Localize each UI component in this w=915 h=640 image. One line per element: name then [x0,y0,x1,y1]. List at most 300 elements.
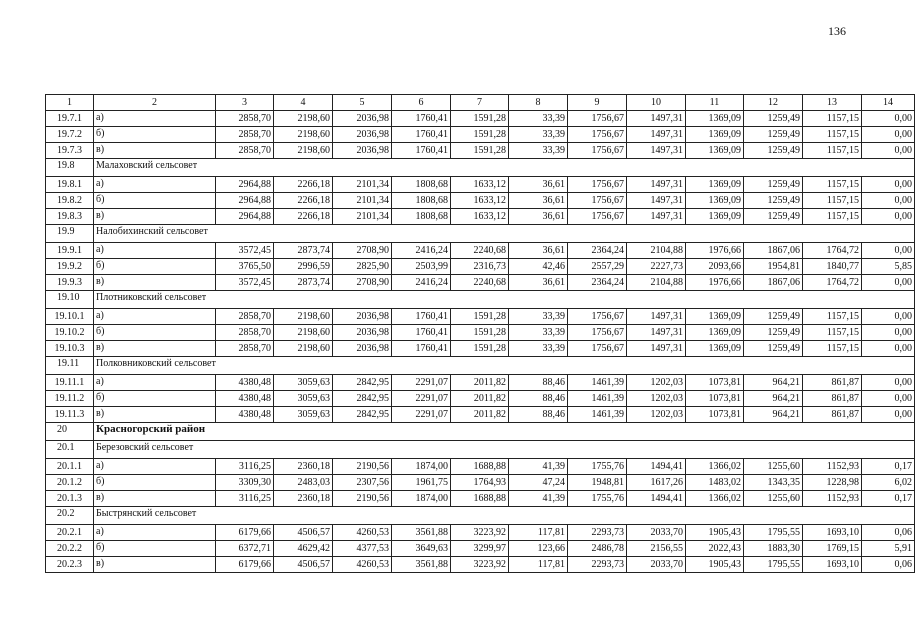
value-cell: 1259,49 [744,341,803,357]
value-cell: 1764,93 [451,475,509,491]
value-cell: 0,00 [862,341,915,357]
header-row [46,95,915,111]
value-cell: 2858,70 [216,309,274,325]
value-cell: 2198,60 [274,127,333,143]
row-number-cell: 20.1.3 [46,491,94,507]
value-cell: 3765,50 [216,259,274,275]
value-cell: 1755,76 [568,459,627,475]
value-cell: 1483,02 [686,475,744,491]
value-cell: 1905,43 [686,557,744,573]
value-cell: 1591,28 [451,341,509,357]
value-cell: 2101,34 [333,209,392,225]
value-cell: 123,66 [509,541,568,557]
value-cell: 1259,49 [744,209,803,225]
value-cell: 36,61 [509,193,568,209]
row-label-cell: а) [94,525,216,541]
value-cell: 1760,41 [392,325,451,341]
value-cell: 1366,02 [686,491,744,507]
value-cell: 1976,66 [686,275,744,291]
value-cell: 2842,95 [333,391,392,407]
value-cell: 3561,88 [392,557,451,573]
value-cell: 6372,71 [216,541,274,557]
value-cell: 2036,98 [333,341,392,357]
value-cell: 2416,24 [392,243,451,259]
header-cell: 14 [862,95,915,111]
value-cell: 1073,81 [686,407,744,423]
value-cell: 1369,09 [686,111,744,127]
value-cell: 3309,30 [216,475,274,491]
value-cell: 1369,09 [686,209,744,225]
value-cell: 0,00 [862,375,915,391]
value-cell: 1497,31 [627,309,686,325]
value-cell: 4380,48 [216,391,274,407]
value-cell: 1883,30 [744,541,803,557]
value-cell: 1688,88 [451,459,509,475]
value-cell: 36,61 [509,209,568,225]
value-cell: 0,06 [862,557,915,573]
value-cell: 2996,59 [274,259,333,275]
row-label-cell: а) [94,177,216,193]
value-cell: 4506,57 [274,557,333,573]
section-number-cell: 20 [46,423,94,441]
section-number-cell: 19.10 [46,291,94,309]
value-cell: 1688,88 [451,491,509,507]
row-number-cell: 19.9.3 [46,275,94,291]
value-cell: 2198,60 [274,309,333,325]
header-cell: 12 [744,95,803,111]
value-cell: 2307,56 [333,475,392,491]
table-row [46,557,915,573]
value-cell: 1461,39 [568,391,627,407]
value-cell: 2964,88 [216,209,274,225]
value-cell: 1369,09 [686,341,744,357]
value-cell: 1764,72 [803,243,862,259]
table-row [46,325,915,341]
table-row [46,127,915,143]
value-cell: 1795,55 [744,525,803,541]
value-cell: 33,39 [509,143,568,159]
section-row [46,291,915,309]
row-label-cell: в) [94,209,216,225]
value-cell: 2858,70 [216,325,274,341]
section-number-cell: 19.9 [46,225,94,243]
row-number-cell: 20.2.2 [46,541,94,557]
value-cell: 1157,15 [803,177,862,193]
value-cell: 1874,00 [392,491,451,507]
value-cell: 2240,68 [451,243,509,259]
row-number-cell: 19.10.1 [46,309,94,325]
row-number-cell: 19.10.2 [46,325,94,341]
value-cell: 2858,70 [216,143,274,159]
value-cell: 3223,92 [451,557,509,573]
row-label-cell: а) [94,111,216,127]
value-cell: 1157,15 [803,143,862,159]
row-number-cell: 19.9.2 [46,259,94,275]
value-cell: 2198,60 [274,111,333,127]
value-cell: 88,46 [509,375,568,391]
value-cell: 1073,81 [686,375,744,391]
value-cell: 1497,31 [627,325,686,341]
value-cell: 2036,98 [333,309,392,325]
value-cell: 6179,66 [216,525,274,541]
value-cell: 1369,09 [686,143,744,159]
value-cell: 3649,63 [392,541,451,557]
value-cell: 5,91 [862,541,915,557]
value-cell: 4377,53 [333,541,392,557]
value-cell: 3223,92 [451,525,509,541]
table-row [46,111,915,127]
value-cell: 1255,60 [744,491,803,507]
row-label-cell: а) [94,459,216,475]
value-cell: 4260,53 [333,525,392,541]
value-cell: 6179,66 [216,557,274,573]
value-cell: 1769,15 [803,541,862,557]
row-label-cell: в) [94,491,216,507]
value-cell: 1867,06 [744,275,803,291]
value-cell: 1840,77 [803,259,862,275]
value-cell: 1808,68 [392,193,451,209]
value-cell: 0,00 [862,325,915,341]
value-cell: 0,00 [862,209,915,225]
value-cell: 1369,09 [686,325,744,341]
value-cell: 1591,28 [451,309,509,325]
value-cell: 2858,70 [216,341,274,357]
table-row [46,259,915,275]
value-cell: 1497,31 [627,111,686,127]
value-cell: 41,39 [509,459,568,475]
page-number: 136 [828,24,846,38]
value-cell: 1461,39 [568,407,627,423]
value-cell: 1259,49 [744,309,803,325]
value-cell: 1591,28 [451,127,509,143]
value-cell: 0,17 [862,459,915,475]
value-cell: 1760,41 [392,309,451,325]
value-cell: 1073,81 [686,391,744,407]
value-cell: 2011,82 [451,375,509,391]
table-row [46,309,915,325]
value-cell: 2011,82 [451,407,509,423]
value-cell: 2291,07 [392,375,451,391]
header-cell: 1 [46,95,94,111]
value-cell: 36,61 [509,275,568,291]
value-cell: 2291,07 [392,391,451,407]
header-cell: 3 [216,95,274,111]
row-label-cell: в) [94,341,216,357]
value-cell: 4380,48 [216,407,274,423]
value-cell: 2416,24 [392,275,451,291]
section-title-cell: Быстрянский сельсовет [94,507,915,525]
section-number-cell: 20.2 [46,507,94,525]
row-label-cell: а) [94,375,216,391]
value-cell: 2364,24 [568,243,627,259]
value-cell: 1756,67 [568,325,627,341]
value-cell: 1259,49 [744,193,803,209]
value-cell: 2266,18 [274,193,333,209]
value-cell: 0,00 [862,275,915,291]
value-cell: 3059,63 [274,391,333,407]
row-number-cell: 19.7.3 [46,143,94,159]
row-number-cell: 20.2.1 [46,525,94,541]
row-label-cell: а) [94,243,216,259]
value-cell: 117,81 [509,557,568,573]
value-cell: 2557,29 [568,259,627,275]
value-cell: 42,46 [509,259,568,275]
value-cell: 2486,78 [568,541,627,557]
table-row [46,193,915,209]
value-cell: 2708,90 [333,275,392,291]
value-cell: 1259,49 [744,127,803,143]
value-cell: 1497,31 [627,209,686,225]
value-cell: 4506,57 [274,525,333,541]
value-cell: 1756,67 [568,209,627,225]
value-cell: 2708,90 [333,243,392,259]
value-cell: 2104,88 [627,243,686,259]
value-cell: 2842,95 [333,375,392,391]
value-cell: 0,17 [862,491,915,507]
value-cell: 1202,03 [627,391,686,407]
value-cell: 1795,55 [744,557,803,573]
table-row [46,475,915,491]
section-number-cell: 20.1 [46,441,94,459]
value-cell: 1157,15 [803,209,862,225]
value-cell: 1760,41 [392,111,451,127]
value-cell: 1591,28 [451,143,509,159]
value-cell: 2227,73 [627,259,686,275]
table-row [46,243,915,259]
section-number-cell: 19.8 [46,159,94,177]
value-cell: 5,85 [862,259,915,275]
value-cell: 1494,41 [627,491,686,507]
value-cell: 0,00 [862,309,915,325]
row-number-cell: 19.11.2 [46,391,94,407]
value-cell: 1497,31 [627,143,686,159]
section-title-cell: Налобихинский сельсовет [94,225,915,243]
value-cell: 1755,76 [568,491,627,507]
header-cell: 6 [392,95,451,111]
value-cell: 2266,18 [274,177,333,193]
value-cell: 964,21 [744,375,803,391]
value-cell: 2036,98 [333,143,392,159]
value-cell: 1461,39 [568,375,627,391]
value-cell: 1255,60 [744,459,803,475]
value-cell: 1633,12 [451,177,509,193]
value-cell: 1760,41 [392,127,451,143]
row-label-cell: б) [94,259,216,275]
row-label-cell: в) [94,143,216,159]
value-cell: 0,00 [862,243,915,259]
table-row [46,491,915,507]
row-number-cell: 19.8.1 [46,177,94,193]
value-cell: 1948,81 [568,475,627,491]
value-cell: 1157,15 [803,325,862,341]
value-cell: 1756,67 [568,111,627,127]
value-cell: 3299,97 [451,541,509,557]
value-cell: 2198,60 [274,341,333,357]
value-cell: 2316,73 [451,259,509,275]
value-cell: 4629,42 [274,541,333,557]
value-cell: 4380,48 [216,375,274,391]
header-cell: 5 [333,95,392,111]
value-cell: 1961,75 [392,475,451,491]
value-cell: 1874,00 [392,459,451,475]
value-cell: 3561,88 [392,525,451,541]
header-cell: 7 [451,95,509,111]
row-number-cell: 19.11.1 [46,375,94,391]
value-cell: 1157,15 [803,193,862,209]
value-cell: 4260,53 [333,557,392,573]
table-row [46,275,915,291]
row-label-cell: б) [94,193,216,209]
value-cell: 2964,88 [216,177,274,193]
value-cell: 2825,90 [333,259,392,275]
section-title-cell: Полковниковский сельсовет [94,357,915,375]
value-cell: 0,06 [862,525,915,541]
value-cell: 1756,67 [568,177,627,193]
row-label-cell: в) [94,407,216,423]
row-number-cell: 20.2.3 [46,557,94,573]
value-cell: 2033,70 [627,525,686,541]
value-cell: 1494,41 [627,459,686,475]
value-cell: 1202,03 [627,407,686,423]
value-cell: 3059,63 [274,407,333,423]
row-number-cell: 19.9.1 [46,243,94,259]
value-cell: 1756,67 [568,193,627,209]
row-label-cell: в) [94,275,216,291]
row-number-cell: 20.1.1 [46,459,94,475]
table-row [46,541,915,557]
value-cell: 2873,74 [274,275,333,291]
value-cell: 2093,66 [686,259,744,275]
value-cell: 33,39 [509,127,568,143]
value-cell: 33,39 [509,341,568,357]
value-cell: 2033,70 [627,557,686,573]
value-cell: 2842,95 [333,407,392,423]
value-cell: 2022,43 [686,541,744,557]
value-cell: 2858,70 [216,127,274,143]
value-cell: 1756,67 [568,341,627,357]
value-cell: 2036,98 [333,111,392,127]
value-cell: 2036,98 [333,127,392,143]
section-number-cell: 19.11 [46,357,94,375]
section-title-cell: Малаховский сельсовет [94,159,915,177]
value-cell: 1366,02 [686,459,744,475]
value-cell: 2360,18 [274,459,333,475]
value-cell: 861,87 [803,407,862,423]
row-label-cell: б) [94,325,216,341]
section-row [46,225,915,243]
value-cell: 0,00 [862,193,915,209]
value-cell: 1976,66 [686,243,744,259]
value-cell: 33,39 [509,325,568,341]
row-label-cell: б) [94,475,216,491]
section-row [46,441,915,459]
value-cell: 3572,45 [216,243,274,259]
value-cell: 1760,41 [392,143,451,159]
value-cell: 1808,68 [392,209,451,225]
value-cell: 2503,99 [392,259,451,275]
tariff-table [45,94,915,573]
row-number-cell: 19.10.3 [46,341,94,357]
row-number-cell: 19.7.2 [46,127,94,143]
value-cell: 1760,41 [392,341,451,357]
row-label-cell: в) [94,557,216,573]
value-cell: 1497,31 [627,127,686,143]
value-cell: 2156,55 [627,541,686,557]
value-cell: 1157,15 [803,127,862,143]
value-cell: 2190,56 [333,459,392,475]
value-cell: 2364,24 [568,275,627,291]
value-cell: 6,02 [862,475,915,491]
table-row [46,391,915,407]
value-cell: 2964,88 [216,193,274,209]
value-cell: 964,21 [744,391,803,407]
value-cell: 1152,93 [803,459,862,475]
header-cell: 13 [803,95,862,111]
value-cell: 1954,81 [744,259,803,275]
row-number-cell: 20.1.2 [46,475,94,491]
value-cell: 2104,88 [627,275,686,291]
value-cell: 36,61 [509,243,568,259]
value-cell: 861,87 [803,375,862,391]
section-row [46,357,915,375]
value-cell: 1259,49 [744,177,803,193]
row-number-cell: 19.8.2 [46,193,94,209]
value-cell: 2198,60 [274,325,333,341]
value-cell: 47,24 [509,475,568,491]
value-cell: 1756,67 [568,143,627,159]
value-cell: 1259,49 [744,111,803,127]
table-row [46,459,915,475]
value-cell: 41,39 [509,491,568,507]
value-cell: 2291,07 [392,407,451,423]
district-row [46,423,915,441]
value-cell: 1693,10 [803,557,862,573]
value-cell: 2360,18 [274,491,333,507]
value-cell: 1369,09 [686,309,744,325]
header-cell: 2 [94,95,216,111]
section-row [46,507,915,525]
table-row [46,341,915,357]
value-cell: 0,00 [862,391,915,407]
table-row [46,375,915,391]
value-cell: 2266,18 [274,209,333,225]
value-cell: 1259,49 [744,143,803,159]
table-row [46,143,915,159]
value-cell: 1157,15 [803,111,862,127]
value-cell: 1157,15 [803,309,862,325]
value-cell: 1617,26 [627,475,686,491]
value-cell: 1152,93 [803,491,862,507]
header-cell: 8 [509,95,568,111]
value-cell: 0,00 [862,111,915,127]
value-cell: 2190,56 [333,491,392,507]
value-cell: 1369,09 [686,193,744,209]
value-cell: 1497,31 [627,193,686,209]
row-label-cell: б) [94,391,216,407]
value-cell: 2240,68 [451,275,509,291]
value-cell: 2101,34 [333,193,392,209]
value-cell: 2036,98 [333,325,392,341]
row-label-cell: а) [94,309,216,325]
value-cell: 964,21 [744,407,803,423]
table-row [46,209,915,225]
value-cell: 861,87 [803,391,862,407]
value-cell: 1633,12 [451,193,509,209]
value-cell: 1497,31 [627,341,686,357]
value-cell: 2011,82 [451,391,509,407]
value-cell: 3059,63 [274,375,333,391]
value-cell: 1157,15 [803,341,862,357]
